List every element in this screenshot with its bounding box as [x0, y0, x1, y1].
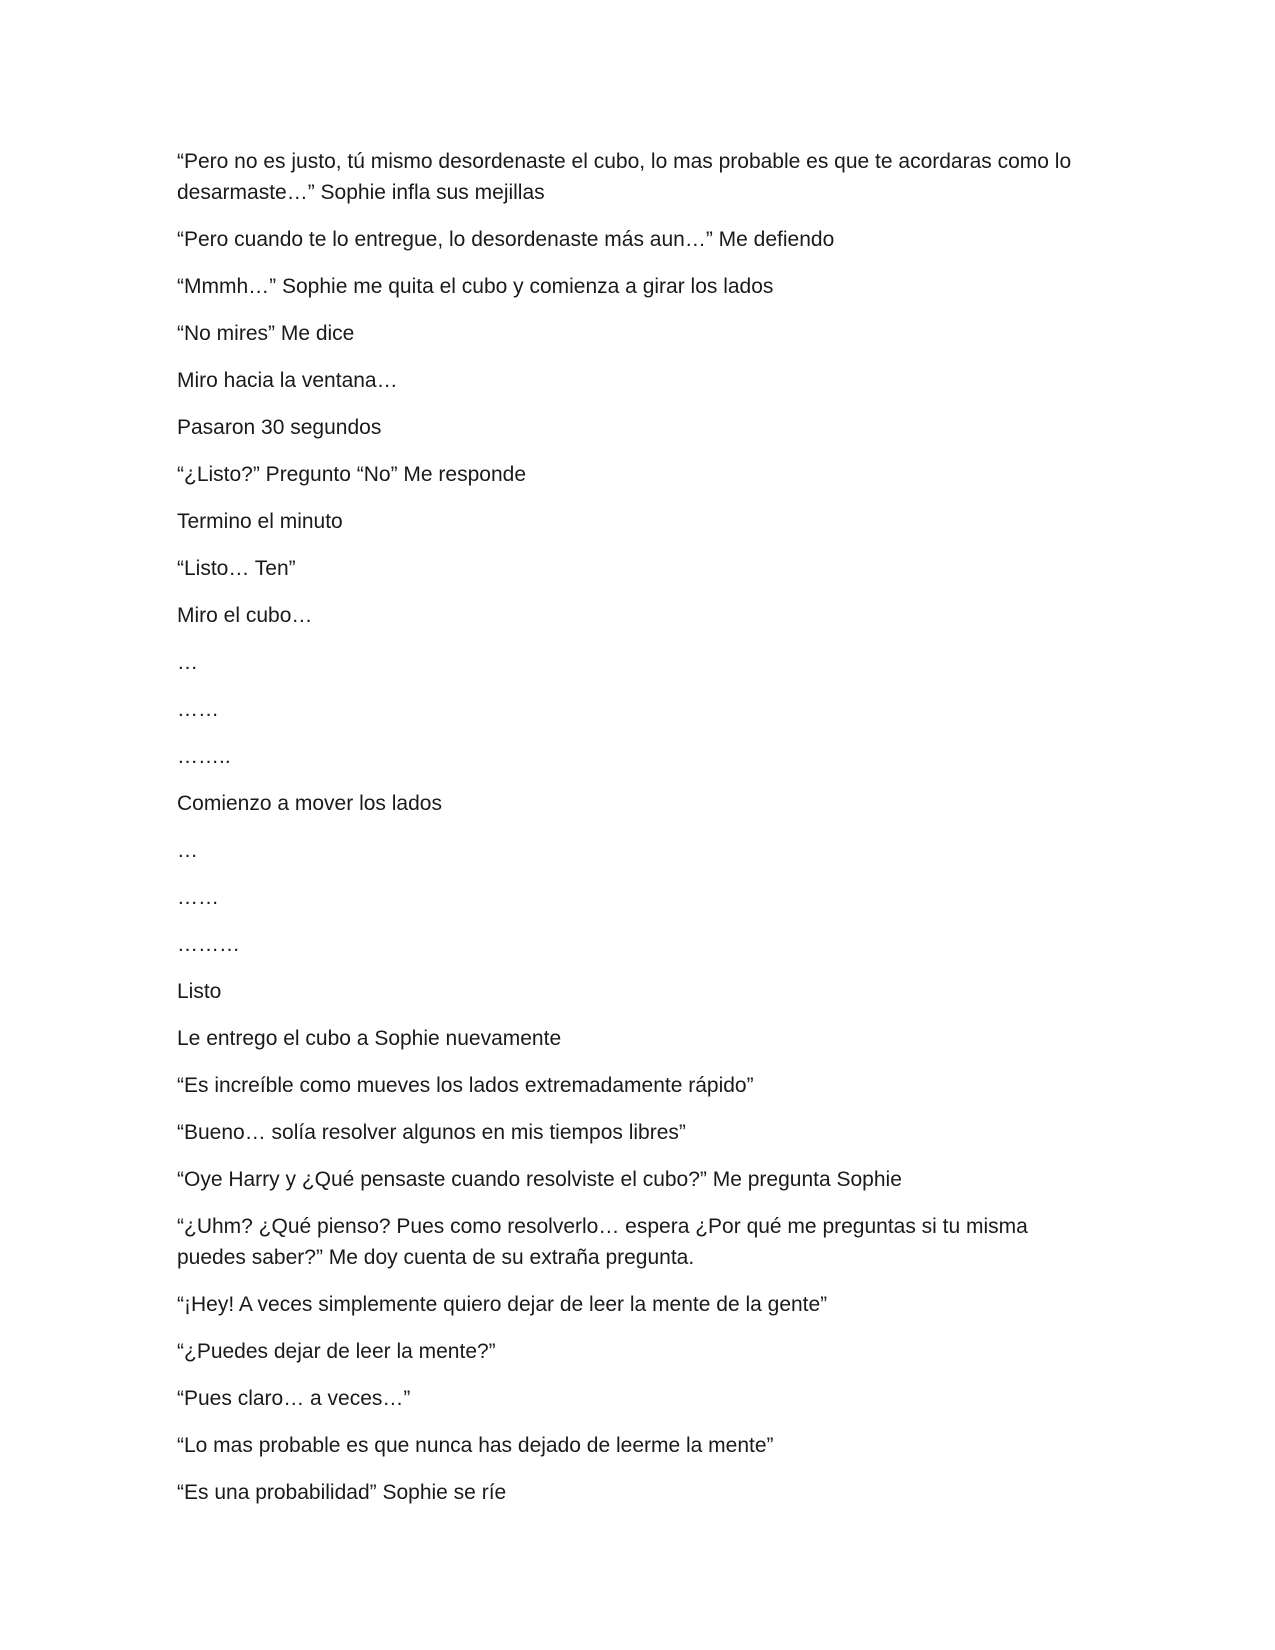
paragraph: “Oye Harry y ¿Qué pensaste cuando resolviste el cubo?” Me pregunta Sophie	[177, 1168, 902, 1191]
paragraph: Le entrego el cubo a Sophie nuevamente	[177, 1027, 562, 1050]
paragraph: “Pero no es justo, tú mismo desordenaste el cubo, lo mas probable es que te acordaras como lo desarmaste…” Sophie infla sus mejillas	[177, 150, 1072, 204]
paragraph: Comienzo a mover los lados	[177, 792, 442, 815]
ellipsis-line: ……	[177, 698, 219, 721]
paragraph: Listo	[177, 980, 222, 1003]
paragraph: Miro el cubo…	[177, 604, 313, 627]
paragraph: “Bueno… solía resolver algunos en mis tiempos libres”	[177, 1121, 686, 1144]
paragraph: “No mires” Me dice	[177, 322, 355, 345]
paragraph: “Pero cuando te lo entregue, lo desordenaste más aun…” Me defiendo	[177, 228, 835, 251]
document-body	[177, 146, 1097, 1524]
paragraph: Termino el minuto	[177, 510, 343, 533]
paragraph: Miro hacia la ventana…	[177, 369, 398, 392]
paragraph: “Listo… Ten”	[177, 557, 296, 580]
paragraph: “Lo mas probable es que nunca has dejado de leerme la mente”	[177, 1434, 774, 1457]
paragraph: “Mmmh…” Sophie me quita el cubo y comienza a girar los lados	[177, 275, 774, 298]
ellipsis-line: ……	[177, 886, 219, 909]
paragraph: “¿Listo?” Pregunto “No” Me responde	[177, 463, 526, 486]
paragraph: Pasaron 30 segundos	[177, 416, 382, 439]
paragraph: “¿Uhm? ¿Qué pienso? Pues como resolverlo… espera ¿Por qué me preguntas si tu misma puedes saber?” Me doy cuenta de su extraña pregunta.	[177, 1215, 1028, 1269]
paragraph: “¡Hey! A veces simplemente quiero dejar de leer la mente de la gente”	[177, 1293, 828, 1316]
paragraph: “Es una probabilidad” Sophie se ríe	[177, 1481, 507, 1504]
ellipsis-line: ………	[177, 933, 240, 956]
ellipsis-line: …	[177, 839, 198, 862]
paragraph: “¿Puedes dejar de leer la mente?”	[177, 1340, 496, 1363]
ellipsis-line: …	[177, 651, 198, 674]
paragraph: “Es increíble como mueves los lados extremadamente rápido”	[177, 1074, 754, 1097]
ellipsis-line: ……..	[177, 745, 231, 768]
paragraph: “Pues claro… a veces…”	[177, 1387, 411, 1410]
